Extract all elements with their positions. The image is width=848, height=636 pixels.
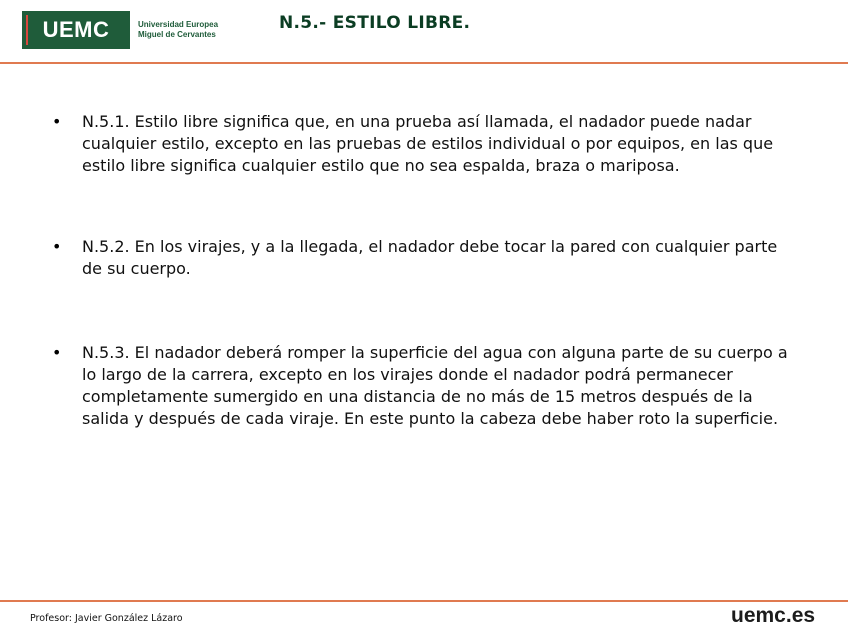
bullet-icon: • <box>52 112 62 131</box>
list-item-text: N.5.2. En los virajes, y a la llegada, el nadador debe tocar la pared con cualquier parte de su cuerpo. <box>82 237 778 278</box>
list-item <box>52 236 797 280</box>
slide-title: N.5.- ESTILO LIBRE. <box>279 13 471 33</box>
uemc-logo <box>22 11 234 49</box>
slide-header <box>0 0 848 62</box>
bullet-icon: • <box>52 343 62 362</box>
logo-line-1: Universidad Europea <box>138 20 219 29</box>
list-item-text: N.5.3. El nadador deberá romper la superficie del agua con alguna parte de su cuerpo a lo largo de la carrera, excepto en los virajes donde el nadador podrá permanecer completamente sumergido en una distancia de no más de 15 metros después de la salida y después de cada viraje. En este punto la cabeza debe haber roto la superficie. <box>82 343 788 428</box>
header-divider <box>0 62 848 64</box>
logo-line-2: Miguel de Cervantes <box>138 30 216 39</box>
footer-divider <box>0 600 848 602</box>
bullet-icon: • <box>52 237 62 256</box>
list-item <box>52 342 797 430</box>
logo-mark-text: UEMC <box>42 17 110 42</box>
footer-professor: Profesor: Javier González Lázaro <box>30 613 183 624</box>
list-item-text: N.5.1. Estilo libre significa que, en una prueba así llamada, el nadador puede nadar cualquier estilo, excepto en las pruebas de estilos individual o por equipos, en las que estilo libre significa cualquier estilo que no sea espalda, braza o mariposa. <box>82 112 774 175</box>
list-item <box>52 111 797 177</box>
footer-site-link[interactable]: uemc.es <box>731 604 816 627</box>
logo-mark <box>22 11 130 49</box>
logo-wordmark <box>138 20 218 40</box>
